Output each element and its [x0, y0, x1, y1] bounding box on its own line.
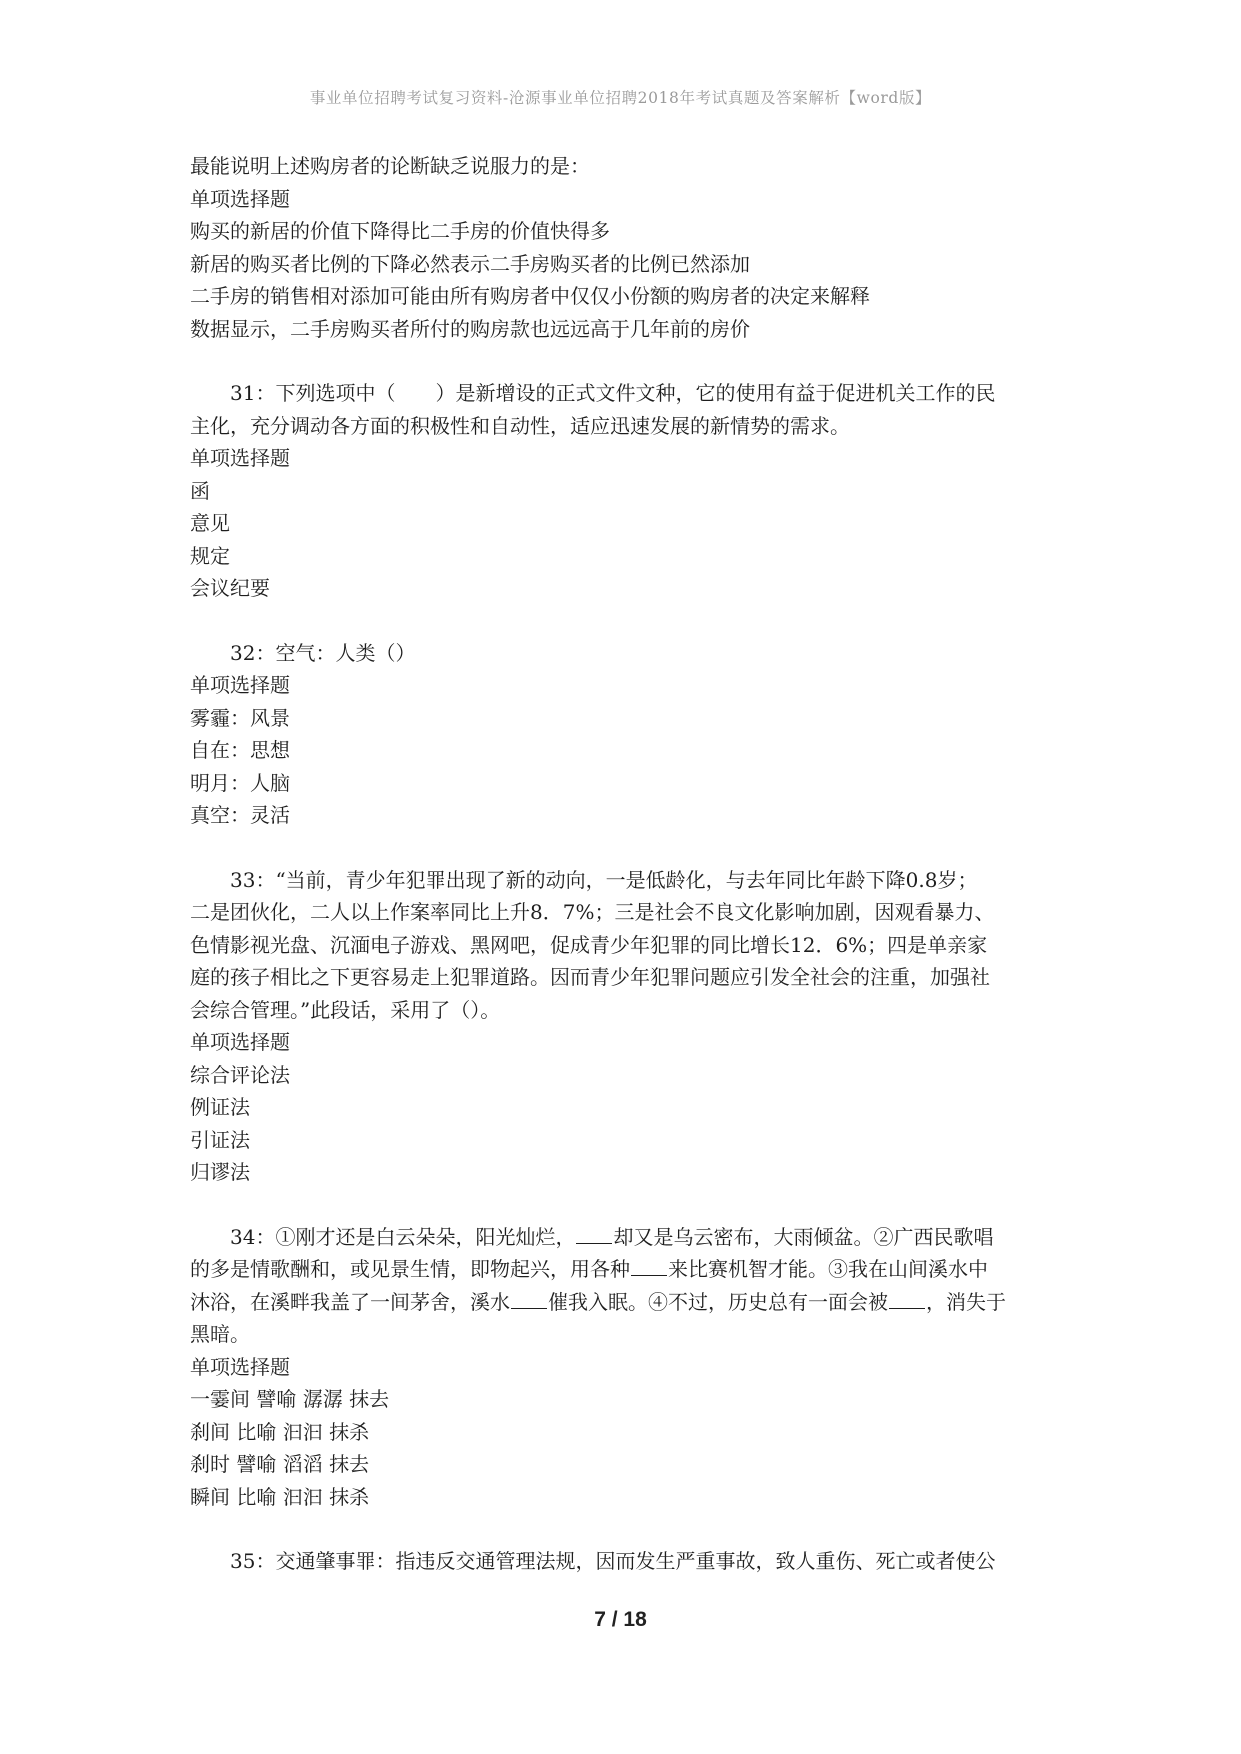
option-b: 刹间 比喻 汩汩 抹杀 [190, 1419, 370, 1444]
option-d: 数据显示，二手房购买者所付的购房款也远远高于几年前的房价 [190, 316, 750, 341]
question-stem-line: 33：“当前，青少年犯罪出现了新的动向，一是低龄化，与去年同比年龄下降0.8岁； [230, 867, 978, 892]
question-31 [190, 377, 1060, 605]
option-d: 瞬间 比喻 汩汩 抹杀 [190, 1484, 370, 1509]
stem-text: 却又是乌云密布，大雨倾盆。②广西民歌唱 [613, 1224, 994, 1249]
question-stem-line: 二是团伙化，二人以上作案率同比上升8．7%；三是社会不良文化影响加剧，因观看暴力、 [190, 900, 995, 924]
question-type: 单项选择题 [190, 446, 290, 470]
document-body [190, 150, 1060, 1578]
option-c: 刹时 譬喻 滔滔 抹去 [190, 1452, 370, 1476]
question-stem: 32：空气：人类（） [230, 640, 416, 665]
stem-text: 来比赛机智才能。③我在山间溪水中 [668, 1257, 988, 1281]
option-b: 自在：思想 [190, 738, 290, 762]
question-34 [190, 1221, 1060, 1514]
fill-blank [511, 1290, 547, 1309]
question-stem-line [190, 1253, 1060, 1286]
stem-text: 沐浴，在溪畔我盖了一间茅舍，溪水 [190, 1289, 510, 1314]
question-type: 单项选择题 [190, 1030, 290, 1054]
question-stem-line [190, 1221, 1060, 1254]
question-type: 单项选择题 [190, 186, 290, 211]
question-stem-line: 黑暗。 [190, 1322, 250, 1346]
question-35 [190, 1545, 1060, 1578]
option-b: 新居的购买者比例的下降必然表示二手房购买者的比例已然添加 [190, 251, 750, 276]
option-c: 二手房的销售相对添加可能由所有购房者中仅仅小份额的购房者的决定来解释 [190, 284, 870, 308]
stem-text: 催我入眠。④不过，历史总有一面会被 [548, 1289, 888, 1314]
question-33 [190, 864, 1060, 1189]
option-b: 例证法 [190, 1095, 250, 1119]
stem-text: 34：①刚才还是白云朵朵，阳光灿烂， [230, 1224, 576, 1249]
option-a: 综合评论法 [190, 1062, 290, 1087]
option-a: 函 [190, 478, 210, 503]
question-32 [190, 637, 1060, 832]
stem-text: ，消失于 [926, 1289, 1006, 1314]
question-stem-line: 庭的孩子相比之下更容易走上犯罪道路。因而青少年犯罪问题应引发全社会的注重，加强社 [190, 965, 990, 989]
option-c: 明月：人脑 [190, 770, 290, 795]
question-type: 单项选择题 [190, 673, 290, 697]
question-stem-line: 会综合管理。”此段话，采用了（）。 [190, 997, 501, 1022]
fill-blank [631, 1257, 667, 1276]
option-a: 一霎间 譬喻 潺潺 抹去 [190, 1387, 390, 1411]
question-stem-line: 31：下列选项中（ ）是新增设的正式文件文种，它的使用有益于促进机关工作的民 [230, 381, 996, 405]
question-30-tail [190, 150, 1060, 345]
option-a: 雾霾：风景 [190, 705, 290, 730]
option-a: 购买的新居的价值下降得比二手房的价值快得多 [190, 219, 610, 243]
option-c: 引证法 [190, 1127, 250, 1152]
question-stem: 最能说明上述购房者的论断缺乏说服力的是： [190, 154, 590, 178]
fill-blank [576, 1225, 612, 1244]
question-stem-line [190, 1286, 1060, 1319]
stem-text: 的多是情歌酬和，或见景生情，即物起兴，用各种 [190, 1257, 630, 1281]
option-d: 会议纪要 [190, 576, 270, 600]
running-header: 事业单位招聘考试复习资料-沧源事业单位招聘2018年考试真题及答案解析【word版】 [309, 89, 932, 107]
option-d: 归谬法 [190, 1160, 250, 1184]
option-b: 意见 [190, 511, 230, 535]
option-c: 规定 [190, 543, 230, 568]
page-number: 7 / 18 [594, 1608, 647, 1631]
fill-blank [889, 1290, 925, 1309]
question-stem-line: 主化，充分调动各方面的积极性和自动性，适应迅速发展的新情势的需求。 [190, 413, 850, 438]
question-stem-line: 35：交通肇事罪：指违反交通管理法规，因而发生严重事故，致人重伤、死亡或者使公 [230, 1549, 996, 1573]
question-stem-line: 色情影视光盘、沉湎电子游戏、黑网吧，促成青少年犯罪的同比增长12．6%；四是单亲家 [190, 932, 988, 957]
option-d: 真空：灵活 [190, 803, 290, 827]
question-type: 单项选择题 [190, 1354, 290, 1379]
